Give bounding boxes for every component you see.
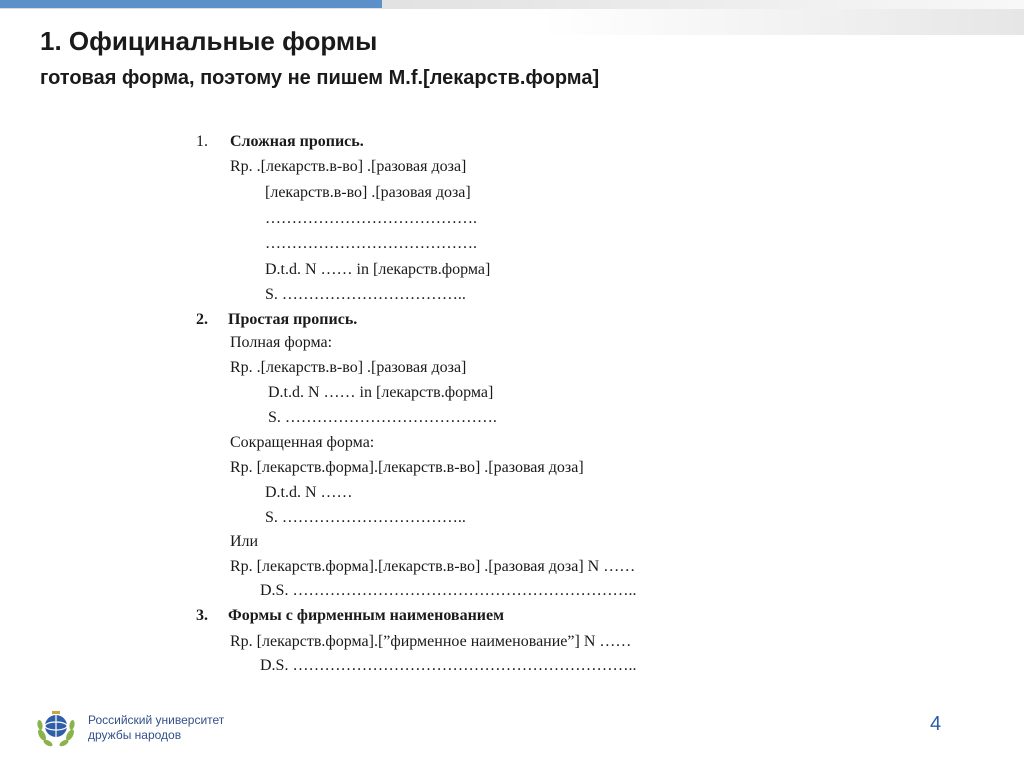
section1-line2: [лекарств.в-во] .[разовая доза]	[265, 184, 471, 201]
header-gradient	[540, 9, 1024, 35]
university-logo	[34, 705, 78, 749]
section2-full-label: Полная форма:	[230, 334, 333, 351]
section3-number: 3.	[196, 607, 208, 624]
header-accent-bar	[0, 0, 382, 8]
university-name-line1: Российский университет	[88, 713, 225, 727]
university-name	[88, 713, 224, 743]
section1-line3: ………………………………….	[265, 210, 477, 227]
section1-heading: Сложная пропись.	[230, 133, 364, 150]
section2-full-line3: S. ………………………………….	[268, 409, 497, 426]
section3-line2: D.S. ………………………………………………………..	[260, 657, 637, 674]
section2-number: 2.	[196, 311, 208, 328]
section2-heading: Простая пропись.	[228, 311, 358, 328]
page-number: 4	[930, 713, 942, 735]
section2-or-line2: D.S. ………………………………………………………..	[260, 582, 637, 599]
section1-line1: Rp. .[лекарств.в-во] .[разовая доза]	[230, 158, 467, 175]
section2-or-line1: Rp. [лекарств.форма].[лекарств.в-во] .[разовая доза] N ……	[230, 558, 636, 575]
section1-line4: ………………………………….	[265, 235, 477, 252]
section2-short-line2: D.t.d. N ……	[265, 484, 353, 501]
section2-or-label: Или	[230, 533, 259, 550]
section2-short-label: Сокращенная форма:	[230, 434, 375, 451]
university-name-line2: дружбы народов	[88, 728, 182, 742]
section1-line6: S. ……………………………..	[265, 286, 466, 303]
section2-full-line2: D.t.d. N …… in [лекарств.форма]	[268, 384, 494, 401]
section1-number: 1.	[196, 133, 208, 150]
slide-title: 1. Официнальные формы	[40, 26, 378, 56]
section1-line5: D.t.d. N …… in [лекарств.форма]	[265, 261, 491, 278]
slide-subtitle: готовая форма, поэтому не пишем M.f.[лекарств.форма]	[40, 67, 600, 89]
section2-short-line1: Rp. [лекарств.форма].[лекарств.в-во] .[разовая доза]	[230, 459, 584, 476]
section2-short-line3: S. ……………………………..	[265, 509, 466, 526]
section3-heading: Формы с фирменным наименованием	[228, 607, 504, 624]
section3-line1: Rp. [лекарств.форма].[”фирменное наименование”] N ……	[230, 633, 632, 650]
section2-full-line1: Rp. .[лекарств.в-во] .[разовая доза]	[230, 359, 467, 376]
